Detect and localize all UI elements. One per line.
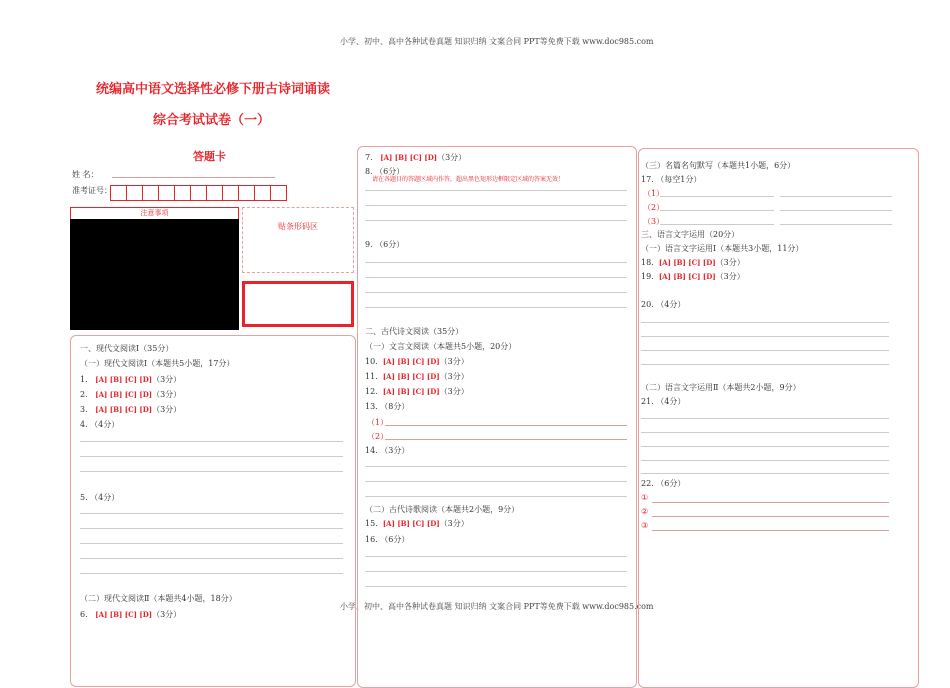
choice-options[interactable]: [A] [B] [C] [D]	[382, 372, 440, 381]
page-footer: 小学、初中、高中各种试卷真题 知识归纳 文案合同 PPT等免费下载 www.doc985.com	[340, 602, 654, 611]
question-5: 5. （4分）	[80, 493, 120, 502]
q22-part-1-label: ①	[641, 493, 649, 502]
barcode-area: 贴条形码区	[242, 207, 354, 273]
subsection-3-heading: （三）名篇名句默写（本题共1小题，6分）	[641, 161, 796, 170]
q17-blank-1-label: （1）	[643, 189, 665, 198]
notice-content-block	[70, 219, 239, 330]
choice-options[interactable]: [A] [B] [C] [D]	[95, 405, 153, 414]
question-1: 1. [A] [B] [C] [D]（3分）	[80, 375, 182, 384]
name-field[interactable]	[112, 177, 275, 178]
question-13: 13. （8分）	[365, 402, 410, 411]
answer-zone-warning: 请在各题目的答题区域内作答，超出黑色矩形边框限定区域的答案无效！	[372, 176, 565, 183]
subsection-heading: （一）现代文阅读Ⅰ（本题共5小题，17分）	[80, 359, 235, 368]
choice-options[interactable]: [A] [B] [C] [D]	[95, 610, 153, 619]
question-9: 9. （6分）	[365, 240, 405, 249]
q17-blank-3b[interactable]	[780, 224, 892, 225]
question-11: 11. [A] [B] [C] [D]（3分）	[365, 372, 469, 381]
q13-part-1-line[interactable]	[385, 425, 627, 426]
choice-options[interactable]: [A] [B] [C] [D]	[95, 390, 153, 399]
question-17: 17. （每空1分）	[641, 175, 702, 184]
page-header: 小学、初中、高中各种试卷真题 知识归纳 文案合同 PPT等免费下载 www.doc985.com	[340, 37, 654, 46]
subsection-2-heading: （二）语言文字运用Ⅱ（本题共2小题，9分）	[641, 383, 801, 392]
question-16: 16. （6分）	[365, 535, 410, 544]
choice-options[interactable]: [A] [B] [C] [D]	[95, 375, 153, 384]
choice-options[interactable]: [A] [B] [C] [D]	[382, 357, 440, 366]
question-3: 3. [A] [B] [C] [D]（3分）	[80, 405, 182, 414]
q22-part-3-line[interactable]	[652, 530, 889, 531]
q22-part-1-line[interactable]	[652, 502, 889, 503]
name-label: 姓 名：	[72, 170, 99, 179]
q22-part-3-label: ③	[641, 521, 649, 530]
question-6: 6. [A] [B] [C] [D]（3分）	[80, 610, 182, 619]
answer-card-title: 答题卡	[193, 150, 226, 163]
choice-options[interactable]: [A] [B] [C] [D]	[382, 519, 440, 528]
question-12: 12. [A] [B] [C] [D]（3分）	[365, 387, 469, 396]
choice-options[interactable]: [A] [B] [C] [D]	[658, 272, 716, 281]
question-15: 15. [A] [B] [C] [D]（3分）	[365, 519, 469, 528]
choice-options[interactable]: [A] [B] [C] [D]	[380, 153, 438, 162]
q13-part-2-line[interactable]	[385, 439, 627, 440]
question-4: 4. （4分）	[80, 420, 120, 429]
absent-mark-box[interactable]	[242, 281, 354, 327]
q13-part-1-label: （1）	[367, 418, 389, 427]
section-2-heading: 二、古代诗文阅读（35分）	[365, 327, 464, 336]
q17-blank-2a[interactable]	[660, 210, 774, 211]
exam-title: 统编高中语文选择性必修下册古诗词诵读	[96, 82, 331, 97]
id-label: 准考证号：	[72, 186, 112, 195]
notice-header: 注意事项	[70, 207, 239, 219]
question-20: 20. （4分）	[641, 300, 686, 309]
question-19: 19. [A] [B] [C] [D]（3分）	[641, 272, 745, 281]
section-3-heading: 三、语言文字运用（20分）	[641, 230, 740, 239]
question-18: 18. [A] [B] [C] [D]（3分）	[641, 258, 745, 267]
q17-blank-2b[interactable]	[780, 210, 892, 211]
column-2-panel	[357, 146, 637, 688]
subsection-heading: （一）文言文阅读（本题共5小题，20分）	[365, 342, 517, 351]
q17-blank-3-label: （3）	[643, 217, 665, 226]
subsection-2-heading: （二）现代文阅读Ⅱ（本题共4小题，18分）	[80, 594, 237, 603]
question-10: 10. [A] [B] [C] [D]（3分）	[365, 357, 469, 366]
q17-blank-1b[interactable]	[780, 196, 892, 197]
question-21: 21. （4分）	[641, 397, 686, 406]
choice-options[interactable]: [A] [B] [C] [D]	[658, 258, 716, 267]
q17-blank-1a[interactable]	[660, 196, 774, 197]
q17-blank-3a[interactable]	[660, 224, 774, 225]
subsection-heading: （一）语言文字运用Ⅰ（本题共3小题，11分）	[641, 244, 804, 253]
section-1-heading: 一、现代文阅读Ⅰ（35分）	[80, 344, 174, 353]
question-7: 7. [A] [B] [C] [D]（3分）	[365, 153, 467, 162]
question-14: 14. （3分）	[365, 446, 410, 455]
question-22: 22. （6分）	[641, 479, 686, 488]
q17-blank-2-label: （2）	[643, 203, 665, 212]
question-8: 8. （6分）	[365, 167, 405, 176]
q22-part-2-label: ②	[641, 507, 649, 516]
question-2: 2. [A] [B] [C] [D]（3分）	[80, 390, 182, 399]
exam-subtitle: 综合考试试卷（一）	[153, 113, 271, 128]
q13-part-2-label: （2）	[367, 432, 389, 441]
subsection-2-heading: （二）古代诗歌阅读（本题共2小题，9分）	[365, 505, 520, 514]
choice-options[interactable]: [A] [B] [C] [D]	[382, 387, 440, 396]
q22-part-2-line[interactable]	[652, 516, 889, 517]
column-1-panel	[70, 335, 356, 687]
